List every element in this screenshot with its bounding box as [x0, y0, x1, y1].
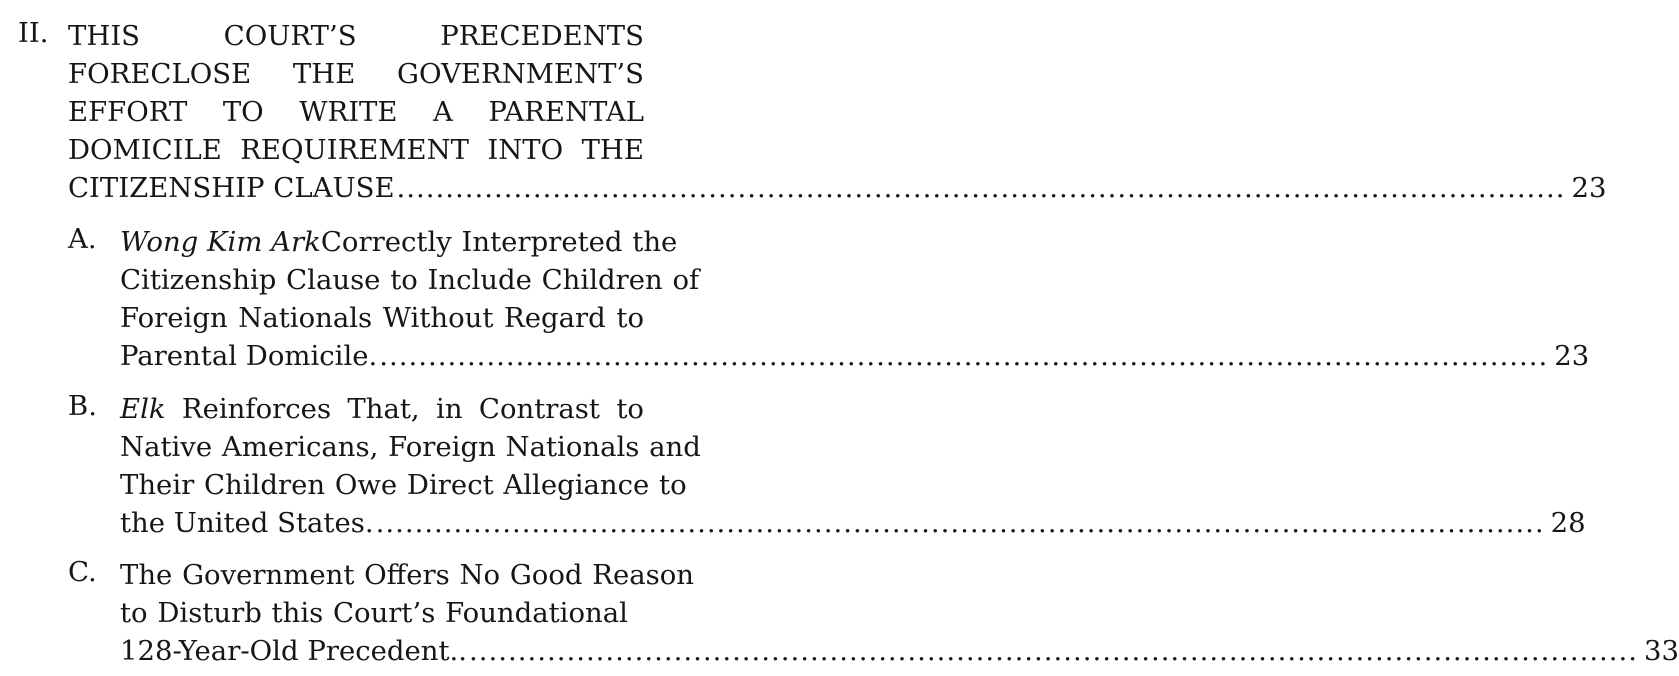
- dot-leader: ........................................................................................................................: [379, 340, 1549, 372]
- entry-line: Citizenship Clause to Include Children of: [120, 264, 700, 296]
- page-number: 23: [1554, 340, 1590, 372]
- entry-line: FORECLOSE THE GOVERNMENT’S: [68, 58, 644, 90]
- entry-line: DOMICILE REQUIREMENT INTO THE: [68, 134, 644, 166]
- page-number: 28: [1550, 507, 1586, 539]
- entry-last-line: [120, 632, 1679, 670]
- entry-line: Elk Reinforces That, in Contrast to: [120, 393, 644, 425]
- case-name: Wong Kim Ark: [120, 226, 321, 258]
- entry-line: The Government Offers No Good Reason: [120, 559, 695, 591]
- page-number: 23: [1571, 172, 1607, 204]
- toc-entry-ii[interactable]: [0, 0, 1607, 210]
- entry-title-end: 128-Year-Old Precedent..: [120, 635, 468, 667]
- entry-line: Wong Kim Ark Correctly Interpreted the: [120, 226, 678, 258]
- entry-line: Foreign Nationals Without Regard to: [120, 302, 644, 334]
- page-number: 33: [1644, 635, 1679, 667]
- toc-entry-c[interactable]: [0, 553, 1679, 673]
- entry-label: A.: [68, 223, 97, 255]
- entry-last-line: [68, 169, 1607, 207]
- entry-title-end: CITIZENSHIP CLAUSE: [68, 172, 395, 204]
- dot-leader: ........................................................................................................................: [375, 507, 1545, 539]
- dot-leader: ........................................................................................................................: [469, 635, 1639, 667]
- toc-entry-b[interactable]: [0, 387, 1586, 547]
- entry-last-line: [120, 337, 1590, 375]
- entry-title-end: the United States.: [120, 507, 374, 539]
- entry-line: Their Children Owe Direct Allegiance to: [120, 469, 687, 501]
- entry-line: THIS COURT’S PRECEDENTS: [68, 20, 644, 52]
- entry-last-line: [120, 504, 1586, 542]
- case-name: Elk: [120, 393, 166, 425]
- toc-entry-a[interactable]: [0, 220, 1590, 380]
- entry-line: EFFORT TO WRITE A PARENTAL: [68, 96, 644, 128]
- entry-label: B.: [68, 390, 97, 422]
- entry-line: Native Americans, Foreign Nationals and: [120, 431, 701, 463]
- entry-title-end: Parental Domicile.: [120, 340, 378, 372]
- entry-label: II.: [18, 17, 49, 49]
- dot-leader: ........................................................................................................................: [396, 172, 1566, 204]
- entry-label: C.: [68, 556, 97, 588]
- entry-line: to Disturb this Court’s Foundational: [120, 597, 628, 629]
